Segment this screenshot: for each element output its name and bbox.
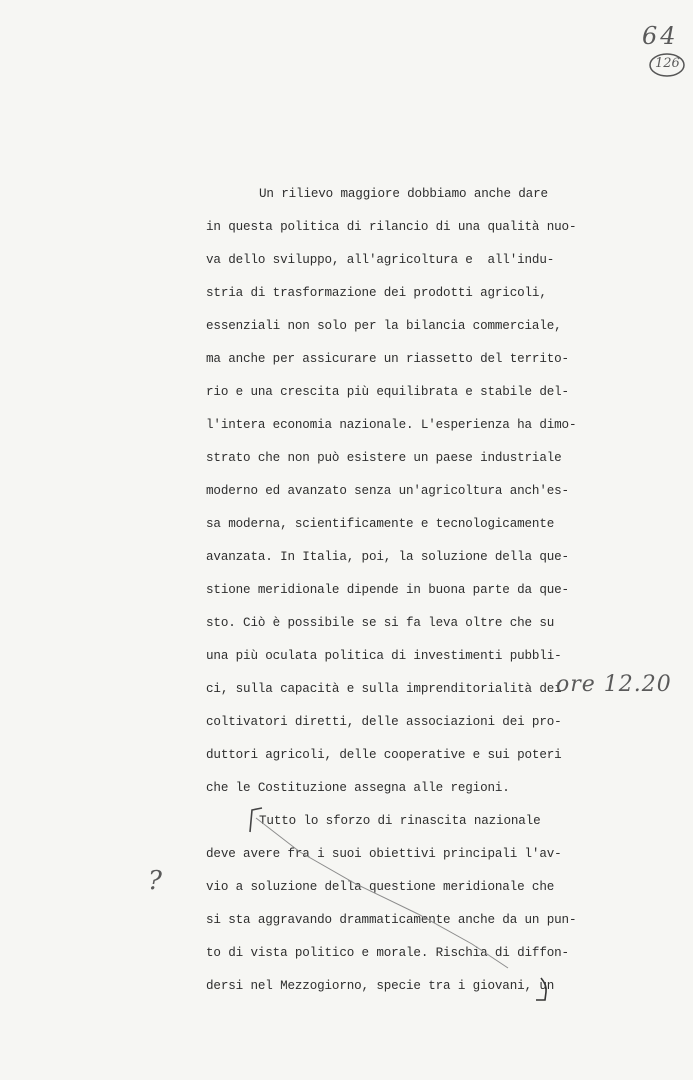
text-line: duttori agricoli, delle cooperative e sui poteri	[206, 748, 562, 762]
bracket-mark-icon	[250, 808, 262, 832]
text-line: sto. Ciò è possibile se si fa leva oltre che su	[206, 616, 555, 630]
text-line: essenziali non solo per la bilancia commerciale,	[206, 319, 562, 333]
text-line: to di vista politico e morale. Rischia di diffon-	[206, 946, 569, 960]
text-line: Tutto lo sforzo di rinascita nazionale	[259, 814, 541, 828]
text-line: stione meridionale dipende in buona parte da que-	[206, 583, 569, 597]
page-number-annotation: 64	[642, 22, 679, 50]
text-line: che le Costituzione assegna alle regioni.	[206, 781, 510, 795]
question-mark-annotation: ?	[148, 866, 162, 896]
text-line: una più oculata politica di investimenti pubbli-	[206, 649, 562, 663]
strike-line-mark	[256, 818, 508, 968]
time-note-annotation: ore 12.20	[556, 672, 672, 697]
text-line: l'intera economia nazionale. L'esperienza ha dimo-	[206, 418, 577, 432]
text-line: stria di trasformazione dei prodotti agricoli,	[206, 286, 547, 300]
text-line: moderno ed avanzato senza un'agricoltura anch'es-	[206, 484, 569, 498]
text-line: in questa politica di rilancio di una qualità nuo-	[206, 220, 577, 234]
text-line: vio a soluzione della questione meridionale che	[206, 880, 555, 894]
text-line: strato che non può esistere un paese industriale	[206, 451, 562, 465]
closing-bracket-mark-icon	[536, 978, 546, 1000]
text-line: deve avere fra i suoi obiettivi principali l'av-	[206, 847, 562, 861]
text-line: si sta aggravando drammaticamente anche da un pun-	[206, 913, 577, 927]
text-line: va dello sviluppo, all'agricoltura e all'indu-	[206, 253, 555, 267]
text-line: ci, sulla capacità e sulla imprenditorialità dei	[206, 682, 562, 696]
circled-number-text: 126	[655, 56, 680, 71]
text-line: Un rilievo maggiore dobbiamo anche dare	[259, 187, 548, 201]
text-line: sa moderna, scientificamente e tecnologicamente	[206, 517, 555, 531]
text-line: dersi nel Mezzogiorno, specie tra i giovani, un	[206, 979, 555, 993]
text-line: rio e una crescita più equilibrata e stabile del-	[206, 385, 569, 399]
text-line: avanzata. In Italia, poi, la soluzione della que-	[206, 550, 569, 564]
text-line: coltivatori diretti, delle associazioni dei pro-	[206, 715, 562, 729]
text-line: ma anche per assicurare un riassetto del territo-	[206, 352, 569, 366]
